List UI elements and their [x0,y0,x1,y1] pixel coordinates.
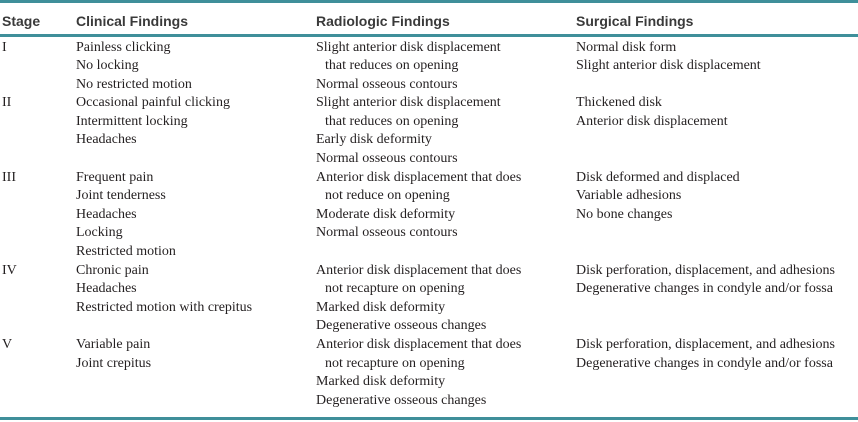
surgical-cell [576,262,835,299]
clinical-line: Headaches [76,206,137,222]
clinical-cell [76,94,230,150]
radiologic-line: not reduce on opening [325,188,450,204]
clinical-line: Frequent pain [76,169,154,185]
clinical-line: Painless clicking [76,39,171,55]
header-rule [0,34,858,37]
clinical-line: No locking [76,58,139,74]
stage-label: II [2,95,12,111]
radiologic-line: Slight anterior disk displacement [316,95,501,111]
clinical-line: Headaches [76,281,137,297]
header-surgical-findings: Surgical Findings [576,13,694,29]
radiologic-line: Anterior disk displacement that does [316,169,522,185]
surgical-cell [576,94,728,131]
radiologic-line: not recapture on opening [325,281,465,297]
clinical-cell [76,39,192,95]
clinical-cell [76,262,252,318]
radiologic-line: that reduces on opening [325,58,459,74]
surgical-line: Disk perforation, displacement, and adhesions [576,262,835,278]
clinical-line: Locking [76,225,123,241]
radiologic-line: Slight anterior disk displacement [316,39,501,55]
header-radiologic-findings: Radiologic Findings [316,13,450,29]
stage-label: V [2,337,13,353]
radiologic-cell [316,39,501,95]
radiologic-line: Normal osseous contours [316,225,458,241]
clinical-line: Joint crepitus [76,355,152,371]
radiologic-line: Marked disk deformity [316,299,446,315]
header-clinical-findings: Clinical Findings [76,13,189,29]
surgical-line: Variable adhesions [576,188,682,204]
table-bottom-rule [0,417,858,420]
radiologic-line: Early disk deformity [316,132,432,148]
surgical-line: No bone changes [576,206,673,222]
surgical-line: Normal disk form [576,39,677,55]
surgical-cell [576,169,740,225]
radiologic-line: Normal osseous contours [316,76,458,92]
clinical-cell [76,169,176,262]
radiologic-line: that reduces on opening [325,113,459,129]
clinical-line: Chronic pain [76,262,149,278]
radiologic-line: Marked disk deformity [316,374,446,390]
surgical-line: Degenerative changes in condyle and/or fossa [576,281,833,297]
radiologic-line: Anterior disk displacement that does [316,337,522,353]
clinical-line: Intermittent locking [76,113,188,129]
clinical-line: No restricted motion [76,76,192,92]
stage-label: III [2,169,16,185]
clinical-line: Restricted motion [76,244,176,260]
table-top-rule [0,0,858,3]
radiologic-cell [316,336,521,410]
surgical-line: Disk deformed and displaced [576,169,740,185]
radiologic-line: Moderate disk deformity [316,206,456,222]
surgical-cell [576,39,761,76]
stage-label: IV [2,262,17,278]
surgical-line: Disk perforation, displacement, and adhesions [576,337,835,353]
radiologic-line: not recapture on opening [325,355,465,371]
surgical-line: Anterior disk displacement [576,113,728,129]
clinical-cell [76,336,151,373]
clinical-line: Restricted motion with crepitus [76,299,253,315]
radiologic-cell [316,262,521,336]
radiologic-line: Normal osseous contours [316,151,458,167]
header-stage: Stage [2,13,41,29]
clinical-line: Joint tenderness [76,188,166,204]
radiologic-line: Degenerative osseous changes [316,318,487,334]
radiologic-cell [316,169,521,243]
radiologic-cell [316,94,501,168]
surgical-line: Slight anterior disk displacement [576,58,761,74]
radiologic-line: Degenerative osseous changes [316,392,487,408]
stage-label: I [2,39,7,55]
clinical-line: Variable pain [76,337,151,353]
clinical-line: Headaches [76,132,137,148]
radiologic-line: Anterior disk displacement that does [316,262,522,278]
clinical-line: Occasional painful clicking [76,95,230,111]
surgical-line: Degenerative changes in condyle and/or fossa [576,355,833,371]
surgical-cell [576,336,835,373]
surgical-line: Thickened disk [576,95,662,111]
